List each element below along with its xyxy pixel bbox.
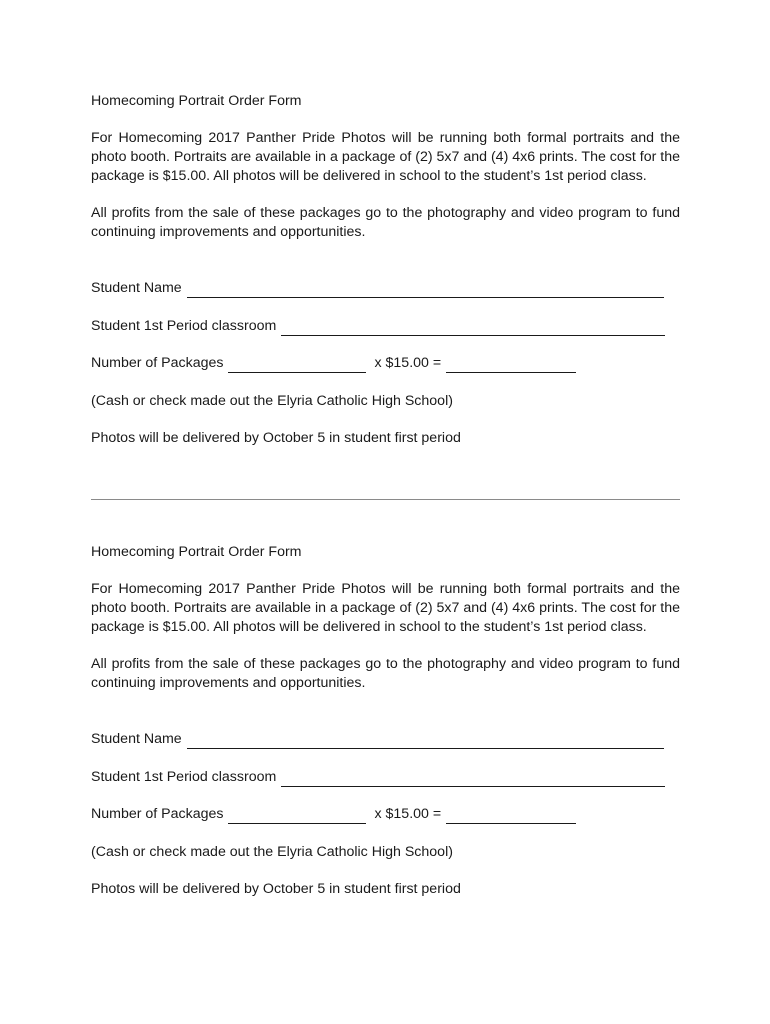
packages-label: Number of Packages — [91, 806, 224, 822]
price-multiplier: x $15.00 = — [374, 806, 442, 822]
delivery-note-row — [91, 429, 680, 448]
packages-row — [91, 354, 680, 373]
delivery-note: Photos will be delivered by October 5 in student first period — [91, 881, 461, 897]
packages-label: Number of Packages — [91, 355, 224, 371]
price-multiplier: x $15.00 = — [374, 355, 442, 371]
payment-note: (Cash or check made out the Elyria Catholic High School) — [91, 393, 453, 409]
delivery-note: Photos will be delivered by October 5 in student first period — [91, 430, 461, 446]
student-name-label: Student Name — [91, 731, 182, 747]
payment-note-row — [91, 843, 680, 862]
packages-blank[interactable] — [228, 809, 366, 824]
order-form-bottom — [91, 543, 680, 899]
student-name-row — [91, 279, 680, 298]
payment-note-row — [91, 392, 680, 411]
student-name-blank[interactable] — [187, 283, 664, 298]
intro-paragraph: For Homecoming 2017 Panther Pride Photos will be running both formal portraits and the photo booth. Portraits are available in a package of (2) 5x7 and (4) 4x6 prints. The cost for the package is $15.00. All photos will be delivered in school to the student’s 1st period class. — [91, 581, 680, 635]
form-title: Homecoming Portrait Order Form — [91, 544, 302, 560]
intro-paragraph: For Homecoming 2017 Panther Pride Photos will be running both formal portraits and the photo booth. Portraits are available in a package of (2) 5x7 and (4) 4x6 prints. The cost for the package is $15.00. All photos will be delivered in school to the student’s 1st period class. — [91, 130, 680, 184]
order-form-top — [91, 92, 680, 448]
classroom-label: Student 1st Period classroom — [91, 769, 277, 785]
classroom-row — [91, 768, 680, 787]
classroom-blank[interactable] — [281, 321, 665, 336]
packages-row — [91, 805, 680, 824]
profits-paragraph: All profits from the sale of these packages go to the photography and video program to fund continuing improvements and opportunities. — [91, 205, 680, 240]
profits-paragraph: All profits from the sale of these packages go to the photography and video program to fund continuing improvements and opportunities. — [91, 656, 680, 691]
total-blank[interactable] — [446, 809, 576, 824]
total-blank[interactable] — [446, 358, 576, 373]
cut-line-divider — [91, 499, 680, 500]
classroom-row — [91, 317, 680, 336]
classroom-label: Student 1st Period classroom — [91, 318, 277, 334]
classroom-blank[interactable] — [281, 772, 665, 787]
student-name-row — [91, 730, 680, 749]
form-title: Homecoming Portrait Order Form — [91, 93, 302, 109]
student-name-blank[interactable] — [187, 734, 664, 749]
delivery-note-row — [91, 880, 680, 899]
student-name-label: Student Name — [91, 280, 182, 296]
packages-blank[interactable] — [228, 358, 366, 373]
payment-note: (Cash or check made out the Elyria Catholic High School) — [91, 844, 453, 860]
